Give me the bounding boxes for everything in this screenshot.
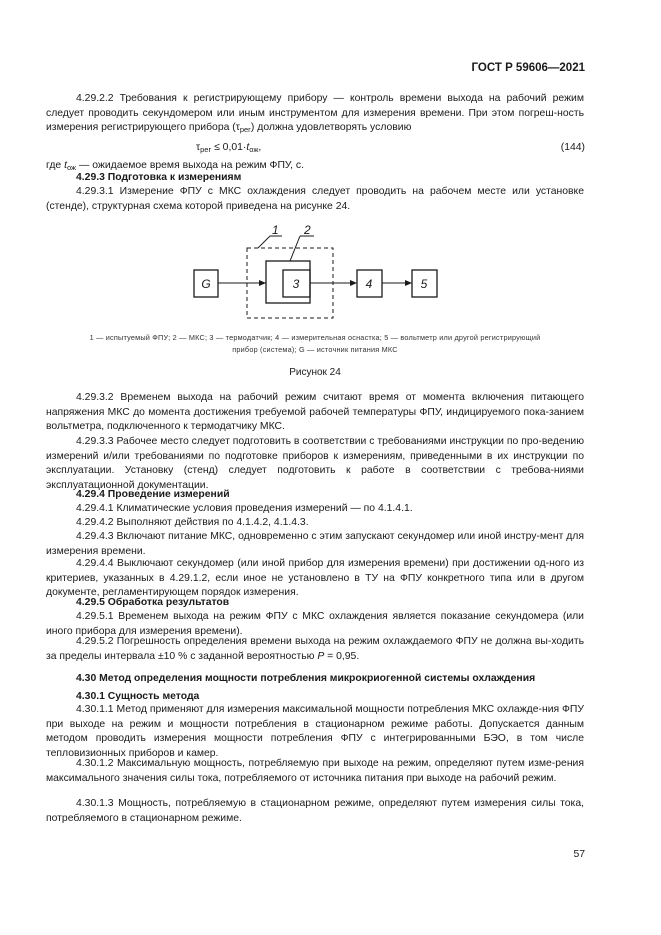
formula-144: $\tau_{рег} \le 0,01\cdot t_{ож}$, (196, 142, 262, 154)
arrow-to-4 (350, 280, 357, 286)
label-leader-1: 1 (272, 223, 279, 237)
label-leader-2: 2 (304, 223, 311, 237)
where-clause: где $t_{ож}$ — ожидаемое время выхода на режим ФПУ, с. (46, 160, 305, 172)
paragraph-4-29-3-2: 4.29.3.2 Временем выхода на рабочий режим считают время от момента включения питающего напряжения МКС до момента достижения требуемой рабочей температуры ФПУ, индицируемого пока-занием вольтметра, подключенного к термодатчику МКС. (46, 392, 584, 433)
figure-caption-line-2: прибор (система); G — источник питания МКС (232, 345, 398, 354)
figure-caption-line-1: 1 — испытуемый ФПУ; 2 — МКС; 3 — термодатчик; 4 — измерительная оснастка; 5 — вольтметр или другой регистрирующий (89, 333, 541, 342)
label-4: 4 (365, 277, 373, 291)
heading-4-30: 4.30 Метод определения мощности потребления микрокриогенной системы охлаждения (76, 673, 536, 684)
equation-number: (144) (560, 142, 585, 153)
heading-4-29-4: 4.29.4 Проведение измерений (76, 489, 230, 500)
paragraph-4-29-5-2: 4.29.5.2 Погрешность определения времени выхода на режим охлаждаемого ФПУ не должна вы-ходить за пределы интервала ±10 % с заданной вероятностью P = 0,95. (46, 636, 584, 662)
heading-4-30-1: 4.30.1 Сущность метода (76, 691, 200, 702)
arrow-to-mks (259, 280, 266, 286)
paragraph-4-29-3-1: 4.29.3.1 Измерение ФПУ с МКС охлаждения следует проводить на рабочем месте или установке (стенде), структурная схема которой приведена на рисунке 24. (46, 186, 584, 212)
figure-label: Рисунок 24 (289, 367, 341, 378)
paragraph-4-29-4-4: 4.29.4.4 Выключают секундомер (или иной прибор для измерения времени) при достижении од-ного из критериев, указанных в 4.29.1.2, если иное не установлено в ТУ на ФПУ конкретного типа или в другом документе, регламентирующем порядок измерения. (46, 558, 584, 599)
paragraph-4-29-3-3: 4.29.3.3 Рабочее место следует подготовить в соответствии с требованиями инструкции по про-ведению измерений и/или требованиями по подготовке приборов к измерениям, приведенными в их инструкции по эксплуатации. Установку (стенд) следует подготовить к работе в соответствии с требова-ниями эксплуатационной документации. (46, 436, 584, 491)
block-diagram (0, 0, 661, 340)
arrow-to-5 (405, 280, 412, 286)
heading-4-29-3: 4.29.3 Подготовка к измерениям (76, 172, 242, 183)
heading-4-29-5: 4.29.5 Обработка результатов (76, 597, 230, 608)
paragraph-4-29-5-1: 4.29.5.1 Временем выхода на режим ФПУ с МКС охлаждения является показание секундомера (или иного прибора для измерения времени). (46, 611, 584, 637)
paragraph-4-29-4-1: 4.29.4.1 Климатические условия проведения измерений — по 4.1.4.1. (76, 503, 413, 514)
paragraph-4-30-1-2: 4.30.1.2 Максимальную мощность, потребляемую при выходе на режим, определяют путем изме-рения максимального значения силы тока, потребляемого от источника питания при выходе на рабочий режим. (46, 758, 584, 784)
document-header: ГОСТ Р 59606—2021 (471, 62, 585, 74)
label-g: G (201, 277, 211, 291)
label-5: 5 (420, 277, 428, 291)
paragraph-4-29-4-3: 4.29.4.3 Включают питание МКС, одновременно с этим запускают секундомер или иной инстру-мент для измерения времени. (46, 531, 584, 557)
page-number: 57 (573, 849, 585, 860)
paragraph-4-30-1-1: 4.30.1.1 Метод применяют для измерения максимальной мощности потребления МКС охлажде-ния ФПУ при выходе на режим и мощности потребления в стационарном режиме работы. Допускается данным методом проводить измерения мощности потребления ФПУ с интегрированными БЭО, в том числе тепловизионных приборов и камер. (46, 704, 584, 759)
label-3: 3 (292, 277, 300, 291)
leader-1-line (258, 236, 270, 248)
paragraph-4-29-4-2: 4.29.4.2 Выполняют действия по 4.1.4.2, 4.1.4.3. (76, 517, 309, 528)
paragraph-4-29-2-2: 4.29.2.2 Требования к регистрирующему прибору — контроль времени выхода на рабочий режим следует проводить секундомером или иным инструментом для измерения времени. При этом погреш-ность измерения регистрирующего прибора $(\tau_{рег})$ должна удовлетворять условию (46, 93, 584, 135)
paragraph-4-30-1-3: 4.30.1.3 Мощность, потребляемую в стационарном режиме, определяют путем измерения силы тока, потребляемого в стационарном режиме. (46, 798, 584, 824)
